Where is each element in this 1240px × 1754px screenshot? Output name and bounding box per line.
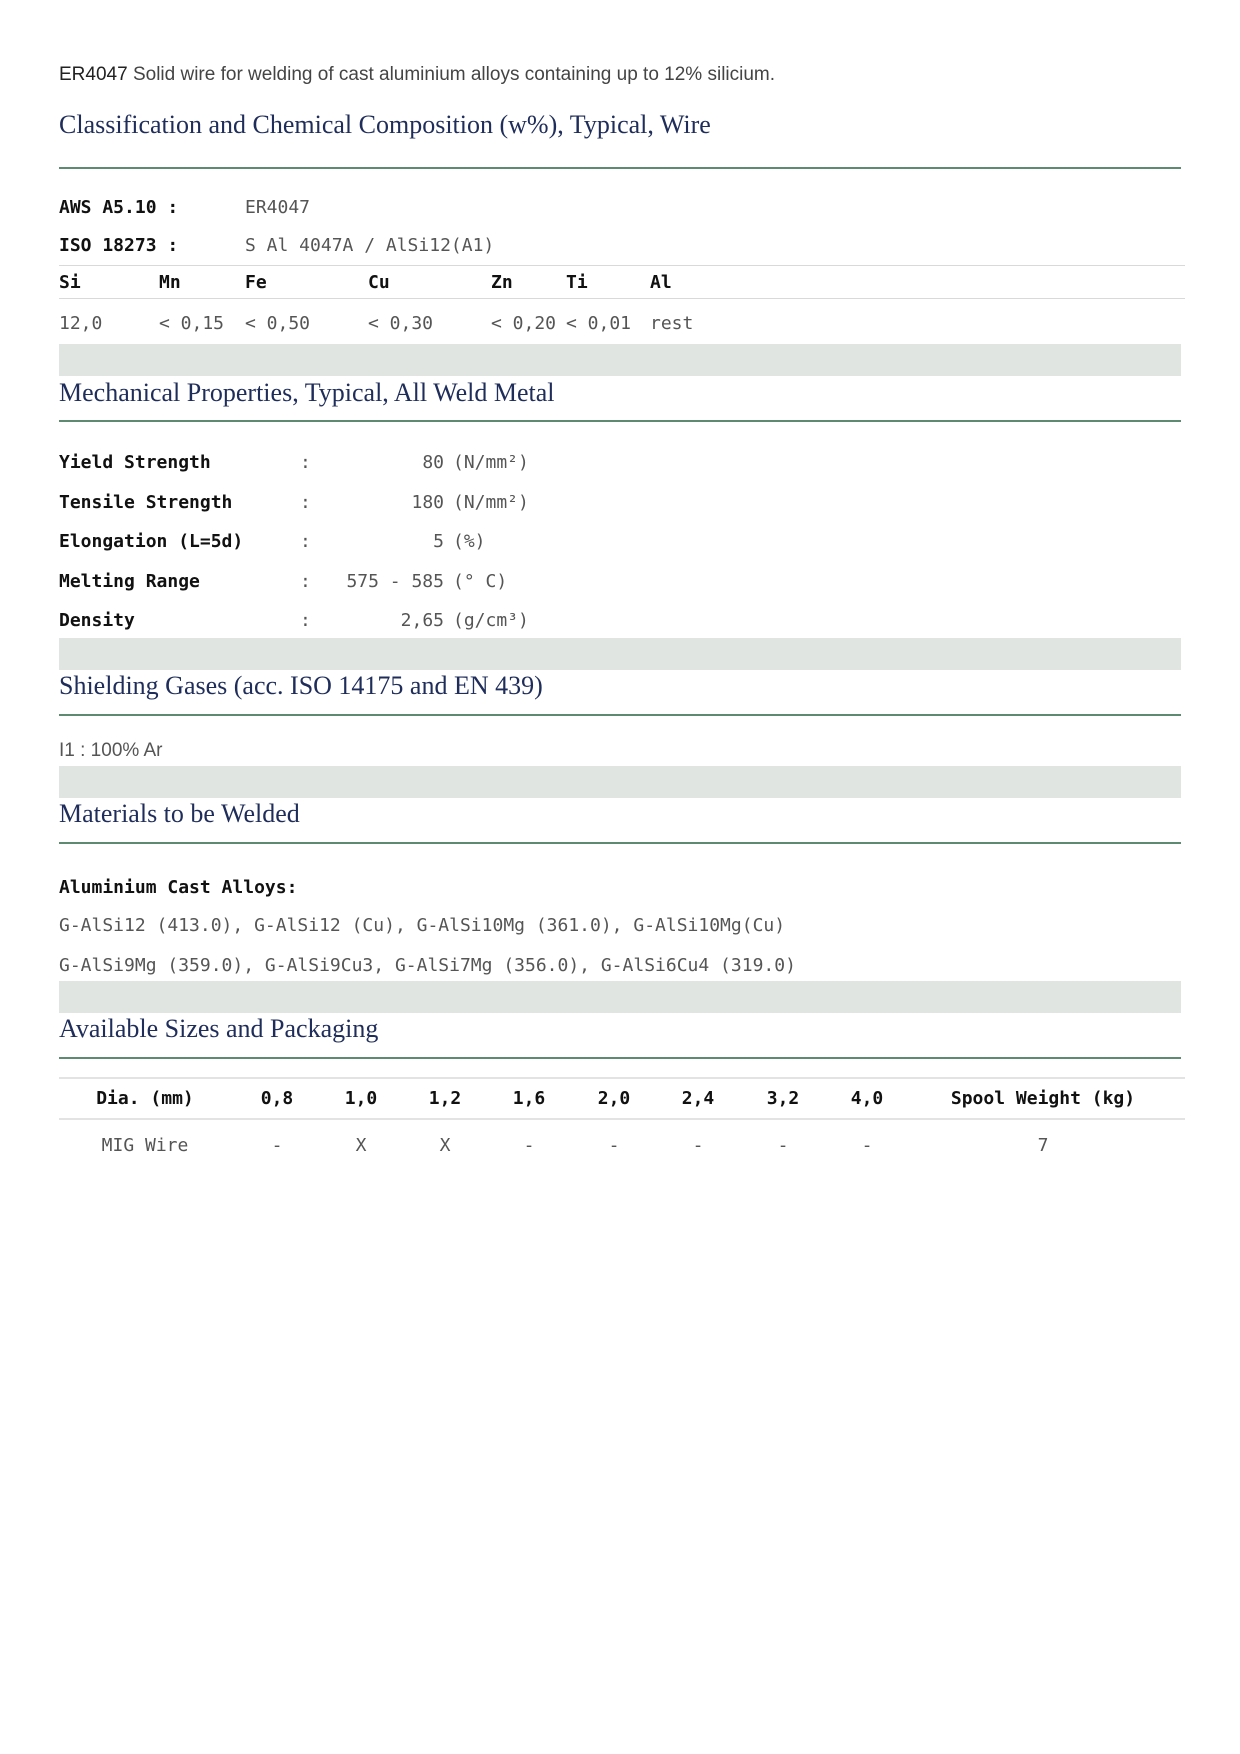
element-header: Al [650,272,672,293]
property-label: Tensile Strength [59,492,233,513]
section-rule [59,1057,1181,1059]
element-value: rest [650,313,694,334]
aws-label: AWS A5.10 : [59,197,179,218]
section-title-sizes: Available Sizes and Packaging [59,1014,379,1043]
sizes-cell: - [777,1135,789,1156]
element-value: < 0,01 [566,313,632,334]
property-unit: (° C) [453,571,508,592]
sizes-row-label: MIG Wire [101,1135,189,1156]
sizes-cell: - [523,1135,535,1156]
sizes-header: 3,2 [766,1088,800,1109]
sizes-cell: - [861,1135,873,1156]
property-label: Elongation (L=5d) [59,531,244,552]
element-value: < 0,50 [245,313,311,334]
materials-line: G-AlSi9Mg (359.0), G-AlSi9Cu3, G-AlSi7Mg (356.0), G-AlSi6Cu4 (319.0) [59,955,796,976]
sizes-cell: - [608,1135,620,1156]
aws-value: ER4047 [245,197,311,218]
section-rule [59,842,1181,844]
property-value: 180 [411,492,444,513]
element-value: 12,0 [59,313,103,334]
sizes-cell: - [692,1135,704,1156]
section-rule [59,714,1181,716]
element-header: Ti [566,272,588,293]
property-label: Yield Strength [59,452,211,473]
property-label: Density [59,610,135,631]
materials-subhead: Aluminium Cast Alloys: [59,877,298,898]
section-band [59,344,1181,376]
sizes-header: 2,0 [597,1088,631,1109]
shielding-gas-text: I1 : 100% Ar [59,740,163,761]
sizes-header: 1,2 [428,1088,462,1109]
sizes-header: 1,0 [344,1088,378,1109]
section-title-mechanical: Mechanical Properties, Typical, All Weld Metal [59,378,555,407]
section-title-materials: Materials to be Welded [59,799,300,828]
element-value: < 0,15 [159,313,225,334]
property-value: 80 [422,452,444,473]
intro-code: ER4047 [59,64,128,85]
section-title-shielding-gases: Shielding Gases (acc. ISO 14175 and EN 439) [59,671,543,700]
table-divider [59,265,1185,266]
property-separator: : [300,571,311,592]
section-band [59,638,1181,670]
materials-line: G-AlSi12 (413.0), G-AlSi12 (Cu), G-AlSi10Mg (361.0), G-AlSi10Mg(Cu) [59,915,786,936]
sizes-header: 0,8 [260,1088,294,1109]
table-divider [59,298,1185,299]
sizes-header: 2,4 [681,1088,715,1109]
property-unit: (g/cm³) [453,610,529,631]
sizes-header-spool-weight: Spool Weight (kg) [950,1088,1136,1109]
element-header: Mn [159,272,181,293]
property-unit: (N/mm²) [453,452,529,473]
element-value: < 0,20 [491,313,557,334]
iso-value: S Al 4047A / AlSi12(A1) [245,235,495,256]
sizes-header: 4,0 [850,1088,884,1109]
sizes-header-diameter: Dia. (mm) [96,1088,194,1109]
element-header: Zn [491,272,513,293]
intro-line [59,64,775,86]
element-header: Si [59,272,81,293]
property-value: 5 [433,531,444,552]
section-title-classification: Classification and Chemical Composition (w%), Typical, Wire [59,110,711,139]
property-separator: : [300,531,311,552]
intro-text: Solid wire for welding of cast aluminium alloys containing up to 12% silicium. [127,64,776,85]
section-rule [59,420,1181,422]
element-value: < 0,30 [368,313,434,334]
section-band [59,766,1181,798]
section-band [59,981,1181,1013]
property-label: Melting Range [59,571,200,592]
table-divider [59,1077,1185,1079]
property-separator: : [300,492,311,513]
table-divider [59,1118,1185,1120]
sizes-header: 1,6 [512,1088,546,1109]
element-header: Fe [245,272,267,293]
property-unit: (N/mm²) [453,492,529,513]
element-header: Cu [368,272,390,293]
property-unit: (%) [453,531,486,552]
section-rule [59,167,1181,169]
property-separator: : [300,452,311,473]
iso-label: ISO 18273 : [59,235,179,256]
sizes-cell: - [271,1135,283,1156]
sizes-cell: X [439,1135,451,1156]
property-value: 2,65 [400,610,444,631]
property-value: 575 - 585 [346,571,444,592]
sizes-cell-spool-weight: 7 [1037,1135,1049,1156]
sizes-cell: X [355,1135,367,1156]
property-separator: : [300,610,311,631]
